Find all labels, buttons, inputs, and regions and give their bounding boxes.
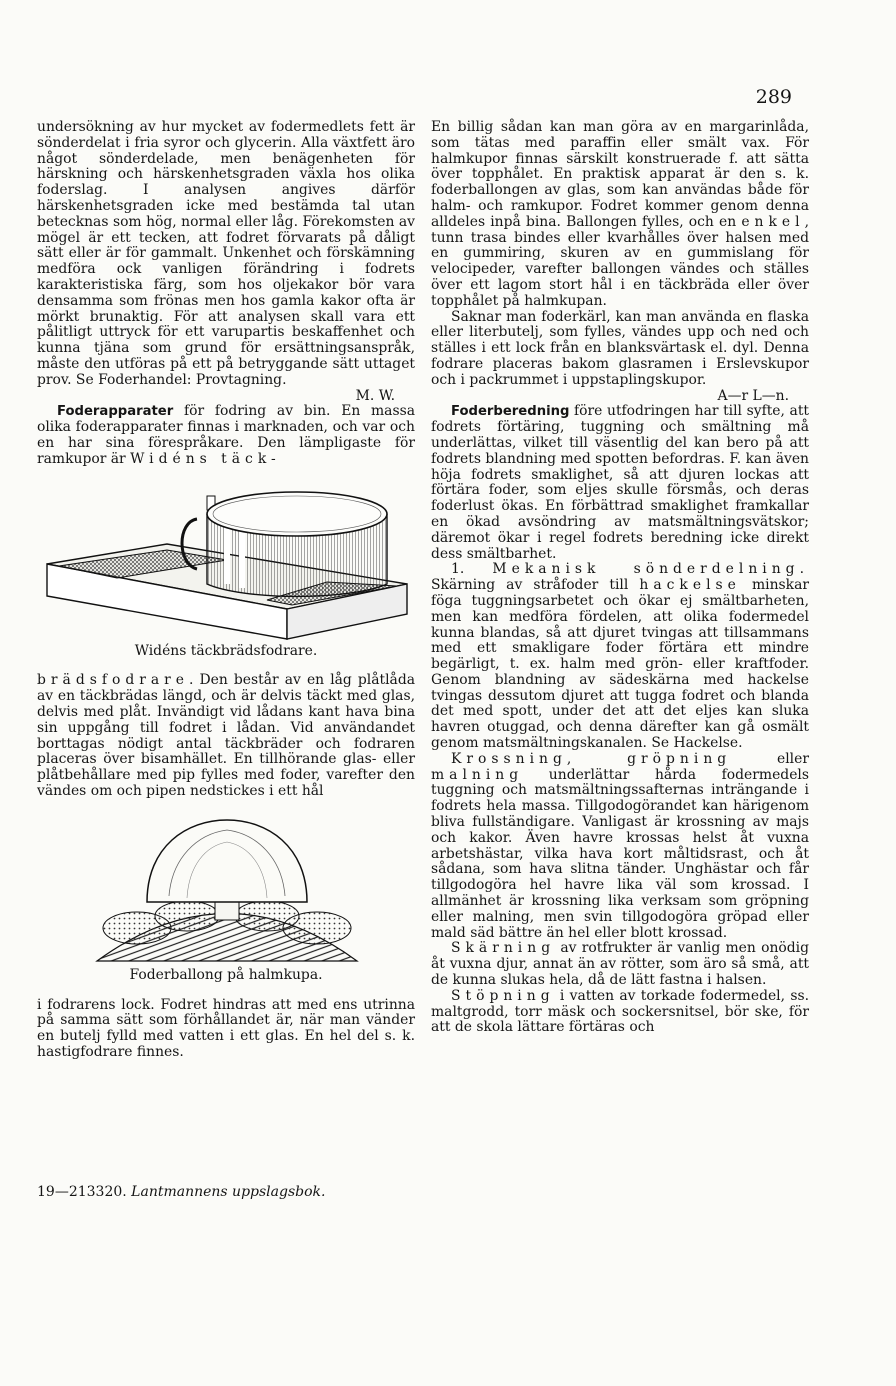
paragraph-soaking: Stöpning i vatten av torkade fodermedel, ss. maltgrodd, torr mäsk och sockersnitsel, bör ske, för att de skola lättare förtäras och bbox=[431, 987, 809, 1036]
signature-row bbox=[431, 389, 809, 405]
book-title: Lantmannens uppslagsbok. bbox=[131, 1184, 326, 1200]
entry-heading: Foderapparater bbox=[57, 404, 174, 420]
author-signature: M. W. bbox=[355, 387, 395, 404]
paragraph-feeder-lock: i fodrarens lock. Fodret hindras att med ens utrinna på samma sätt som förhållandet är, när man vänder en butelj fylld med vatten i ett glas. En hel del s. k. hastigfodrare finnes. bbox=[37, 996, 415, 1060]
paragraph-cutting: Skärning av rotfrukter är vanlig men onödig åt vuxna djur, annat än av rötter, som äro så små, att de kunna slukas hela, då de lätt fastna i halsen. bbox=[431, 940, 809, 989]
signature-row bbox=[37, 389, 415, 405]
figure-caption-balloon: Foderballong på halmkupa. bbox=[129, 966, 323, 983]
left-column bbox=[37, 120, 415, 1061]
paragraph-mechanical: 1. Mekanisk sönderdelning. Skärning av stråfoder till hackelse minskar föga tuggningsarbetet och ökar ej smältbarheten, men kan medföra fördelen, att olika fodermedel kunna blandas, så att djuret tvingas att tillsammans med ett smakligare foder förtära ett mindre begärligt, t. ex. halm med grön- eller kraftfoder. Genom blandning av sädeskärna med hackelse tvingas dessutom djuret att tugga fodret och blanda det med spott, under det att det eljes kan sluka havren otuggad, och denna därefter kan gå osmält genom matsmältningskanalen. Se Hackelse. bbox=[431, 561, 809, 752]
print-signature: 19—213320. bbox=[37, 1184, 127, 1200]
paragraph-no-vessel: Saknar man foderkärl, kan man använda en flaska eller literbutelj, som fylles, vändes upp och ned och ställes i ett lock från en blanksvärtask el. dyl. Denna fodrare placeras bakom glasramen i Erslevskupor och i packrummet i uppstaplingskupor. bbox=[431, 308, 809, 388]
feeding-balloon-illustration bbox=[37, 806, 415, 966]
entry-foderberedning: Foderberedning före utfodringen har till syfte, att fodrets förtäring, tuggning och smältning må underlättas, vilket till väsentlig del kan bero på att fodrets blandning med spotten befordras. F. kan även höja fodrets smaklighet, så att djuren lockas att förtära foder, som eljes skulle försmås, och deras foderlust ökas. En förbättrad smaklighet framkallar en ökad avsöndring av matsmältningsvätskor; däremot ökar i regel fodrets beredning icke direkt dess smältbarhet. bbox=[431, 403, 809, 562]
figure-caption-feeder: Widéns täckbrädsfodrare. bbox=[134, 642, 318, 659]
page-footer bbox=[37, 1184, 325, 1200]
entry-heading: Foderberedning bbox=[451, 404, 570, 420]
entry-foderapparater: Foderapparater för fodring av bin. En massa olika foderapparater finnas i marknaden, och var och en har sina förespråkare. Den lämpligaste för ramkupor är Widéns täck- bbox=[37, 403, 415, 467]
spaced-term: brädsfodrare bbox=[37, 672, 190, 689]
feeder-tray-illustration bbox=[37, 474, 415, 642]
author-signature: A—r L—n. bbox=[717, 387, 789, 404]
paragraph-cheap-feeder: En billig sådan kan man göra av en margarinlåda, som tätas med paraffin eller smält vax. För halmkupor finnas särskilt konstruerade f. att sätta över topphålet. En praktisk apparat är den s. k. foderballongen av glas, som kan användas både för halm- och ramkupor. Fodret kommer genom denna alldeles inpå bina. Ballongen fylles, och en enkel, tunn trasa bindes eller kvarhålles över halsen med en gummiring, skuren av en gummislang för velocipeder, varefter ballongen vändes och ställes över ett lagom stort hål i en täckbräda eller över topphålet på halmkupan. bbox=[431, 119, 809, 309]
paragraph-analysis: undersökning av hur mycket av fodermedlets fett är sönderdelat i fria syror och glycerin. Alla växtfett äro något sönderdelade, men benägenheten för härskning och härskenhetsgraden växla hos olika foderslag. I analysen angives därför härskenhetsgraden icke med bestämda tal utan betecknas som hög, normal eller låg. Förekomsten av mögel är ett tecken, att fodret förvarats på dåligt sätt eller är för gammalt. Unkenhet och förskämning medföra ock vanligen förändring i fodrets karakteristiska färg, som hos oljekakor bör vara densamma som frönas men hos gamla kakor ofta är mörkt brunaktig. För att analysen skall vara ett pålitligt uttryck för ett varupartis beskaffenhet och kunna tjäna som grund för ersättningsanspråk, måste den utföras på ett på betryggande sätt uttaget prov. Se Foderhandel: Provtagning. bbox=[37, 119, 415, 388]
paragraph-crushing: Krossning, gröpning eller malning underlättar hårda fodermedels tuggning och matsmältningssafternas inträngande i fodrets hela massa. Tillgodogörandet kan härigenom bliva fullständigare. Vanligast är krossning av majs och kakor. Även havre krossas helst åt vuxna arbetshästar, vilka hava kort måltidsrast, och åt sådana, som hava slitna tänder. Unghästar och får tillgodogöra hel havre lika väl som krossad. I allmänhet är krossning lika verksam som gröpning eller malning, men svin tillgodogöra gröpad eller mald säd bättre än hel eller blott krossad. bbox=[431, 750, 809, 941]
right-column bbox=[431, 120, 809, 1036]
page-number: 289 bbox=[755, 86, 792, 108]
paragraph-feeder-description: brädsfodrare. Den består av en låg plåtlåda av en täckbrädas längd, och är delvis täckt med glas, delvis med plåt. Invändigt vid lådans kant hava bina sin uppgång till fodret i lådan. Vid användandet borttagas nödigt antal täckbräder och fodraren placeras över bisamhället. En tillhörande glas- eller plåtbehållare med pip fylles med foder, varefter den vändes om och pipen nedstickes i ett hål bbox=[37, 672, 415, 799]
spaced-term: Widéns täck- bbox=[130, 450, 281, 467]
